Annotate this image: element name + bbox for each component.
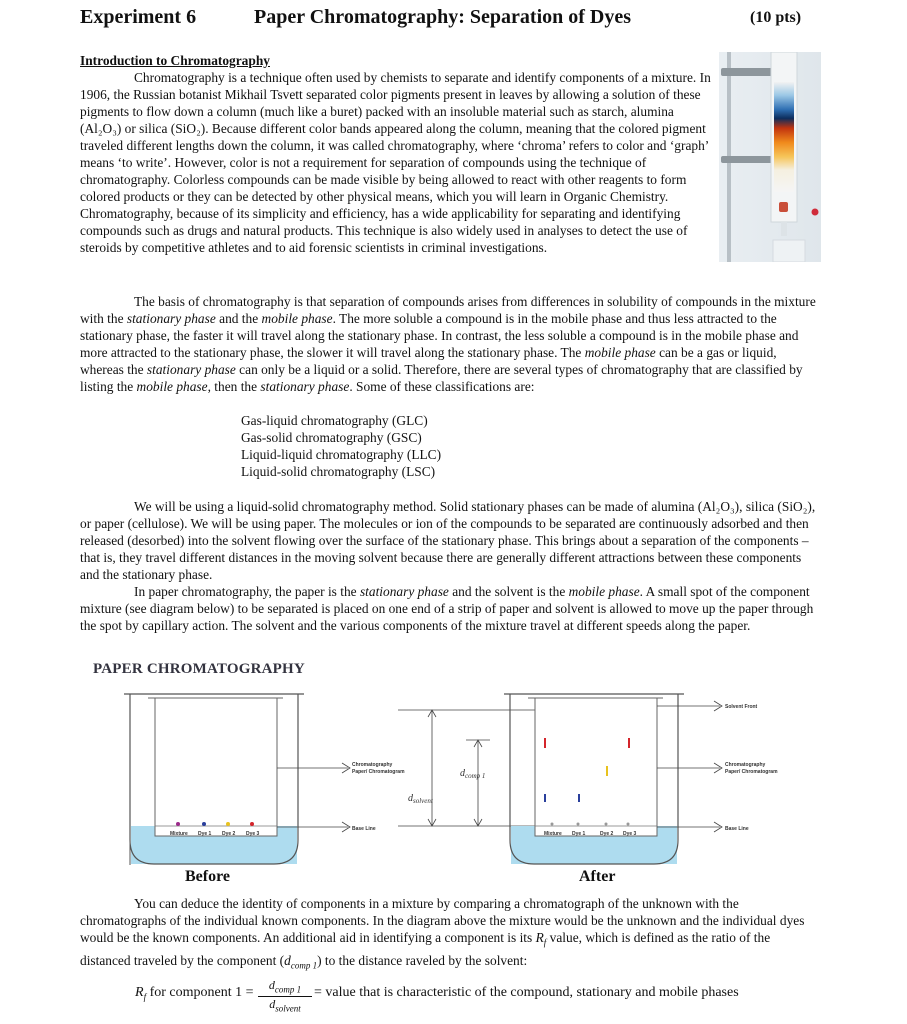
intro-paragraph-3: We will be using a liquid-solid chromatography method. Solid stationary phases can be made of alumina (Al₂O₃), silica (SiO₂), or paper (cellulose). We will be using paper. The molecules or ion of the compounds to be separated are continuously adsorbed and then released (desorbed) into the solvent flowing over the surface of the stationary phase. This brings about a separation of the components – that is, they travel different distances in the moving solvent because there are generally different attractions between these components and the stationary phase.	[80, 499, 816, 582]
classification-item: Gas-solid chromatography (GSC)	[241, 430, 422, 445]
band-dye3	[628, 738, 630, 748]
lane-label: Dye 3	[246, 831, 260, 837]
beaker-before	[124, 694, 304, 865]
beaker-after	[504, 694, 684, 864]
diagram-title: PAPER CHROMATOGRAPHY	[93, 661, 305, 677]
paper-label: Paper/ Chromatogram	[352, 769, 405, 775]
spot-mixture	[176, 822, 180, 826]
intro-heading: Introduction to Chromatography	[80, 53, 270, 68]
classification-list	[241, 412, 441, 480]
column-photo	[719, 52, 821, 262]
paper-after	[535, 698, 657, 836]
rf-formula: $R_f$ for component 1 =	[135, 985, 254, 1002]
spot-dye1	[202, 822, 206, 826]
caption-before: Before	[185, 868, 231, 885]
chromatography-diagram	[120, 680, 800, 870]
spot-dye3	[250, 822, 254, 826]
spot-dye2	[226, 822, 230, 826]
d-solvent-label: $d_{solvent}$	[408, 793, 433, 805]
paper-label: Chromatography	[725, 762, 766, 768]
band-dye1	[578, 794, 580, 802]
lane-label: Dye 2	[600, 831, 614, 837]
lane-label: Mixture	[170, 831, 188, 837]
solvent-front-label: Solvent Front	[725, 704, 758, 710]
paper-label: Chromatography	[352, 762, 393, 768]
band-mixture-blue	[544, 794, 546, 802]
caption-after: After	[579, 868, 616, 885]
rf-fraction: $d_{comp 1}$ $d_{solvent}$	[258, 978, 312, 1016]
lane-label: Dye 3	[623, 831, 637, 837]
baseline-label: Base Line	[352, 826, 376, 832]
lane-label: Dye 1	[572, 831, 586, 837]
page-title: Paper Chromatography: Separation of Dyes	[254, 6, 632, 28]
intro-paragraph-2: The basis of chromatography is that separation of compounds arises from differences in solubility of compounds in the mixture with the stationary phase and the mobile phase. The more soluble a compound is in the mobile phase and thus less attracted to the stationary phase, the faster it will travel along the stationary phase. In contrast, the less soluble a compound is in the mobile phase and more attracted to the stationary phase, the slower it will travel along the stationary phase. The mobile phase can be a gas or liquid, whereas the stationary phase can only be a liquid or a solid. Therefore, there are several types of chromatography that are classified by listing the mobile phase, then the stationary phase. Some of these classifications are:	[80, 294, 816, 394]
experiment-number: Experiment 6	[80, 6, 197, 28]
d-comp-label: $d_{comp 1}$	[460, 768, 486, 780]
lane-label: Dye 2	[222, 831, 236, 837]
outro-paragraph: You can deduce the identity of components in a mixture by comparing a chromatograph of the unknown with the chromatographs of the individual known components. In the diagram above the mixture would be the unknown and the individual dyes would be the known components. An additional aid in identifying a component is its $R_f$ value, which is defined as the ratio of the distanced traveled by the component $(d_{comp 1})$ to the distance raveled by the solvent:	[80, 896, 805, 971]
band-mixture-red	[544, 738, 546, 748]
intro-paragraph-1: Chromatography is a technique often used by chemists to separate and identify components of a mixture. In 1906, the Russian botanist Mikhail Tsvett separated color pigments present in leaves by allowing a solution of these pigments to flow down a column (much like a buret) packed with an insoluble material such as starch, alumina (Al₂O₃) or silica (SiO₂). Because different color bands appeared along the column, meaning that the colored pigment traveled different lengths down the column, it was called chromatography, where ‘chroma’ refers to color and ‘graph’ means ‘to write’. However, color is not a requirement for separation of compounds using the technique of chromatography. Colorless compounds can be made visible by being allowed to react with other reagents to form colored products or they can be detected by other physical means, which you will learn in Organic Chemistry. Chromatography, because of its simplicity and efficiency, has a wide applicability for separating and identifying compounds such as drugs and natural products. This technique is also widely used in analyses to detect the use of steroids by competitive athletes and to aid forensic scientists in criminal investigations.	[80, 70, 711, 255]
classification-item: Liquid-liquid chromatography (LLC)	[241, 447, 442, 462]
baseline-label: Base Line	[725, 826, 749, 832]
lane-label: Dye 1	[198, 831, 212, 837]
intro-paragraph-4: In paper chromatography, the paper is the stationary phase and the solvent is the mobile phase. A small spot of the component mixture (see diagram below) to be separated is placed on one end of a strip of paper and solvent is allowed to move up the paper through the spot by capillary action. The solvent and the various components of the mixture travel at different speeds along the paper.	[80, 584, 814, 633]
classification-item: Liquid-solid chromatography (LSC)	[241, 464, 436, 479]
paper-before	[155, 698, 277, 836]
rf-formula-rhs: = value that is characteristic of the compound, stationary and mobile phases	[314, 985, 739, 1000]
points-label: (10 pts)	[750, 9, 802, 26]
classification-item: Gas-liquid chromatography (GLC)	[241, 413, 428, 428]
paper-label: Paper/ Chromatogram	[725, 769, 778, 775]
band-dye2	[606, 766, 608, 776]
lane-label: Mixture	[544, 831, 562, 837]
